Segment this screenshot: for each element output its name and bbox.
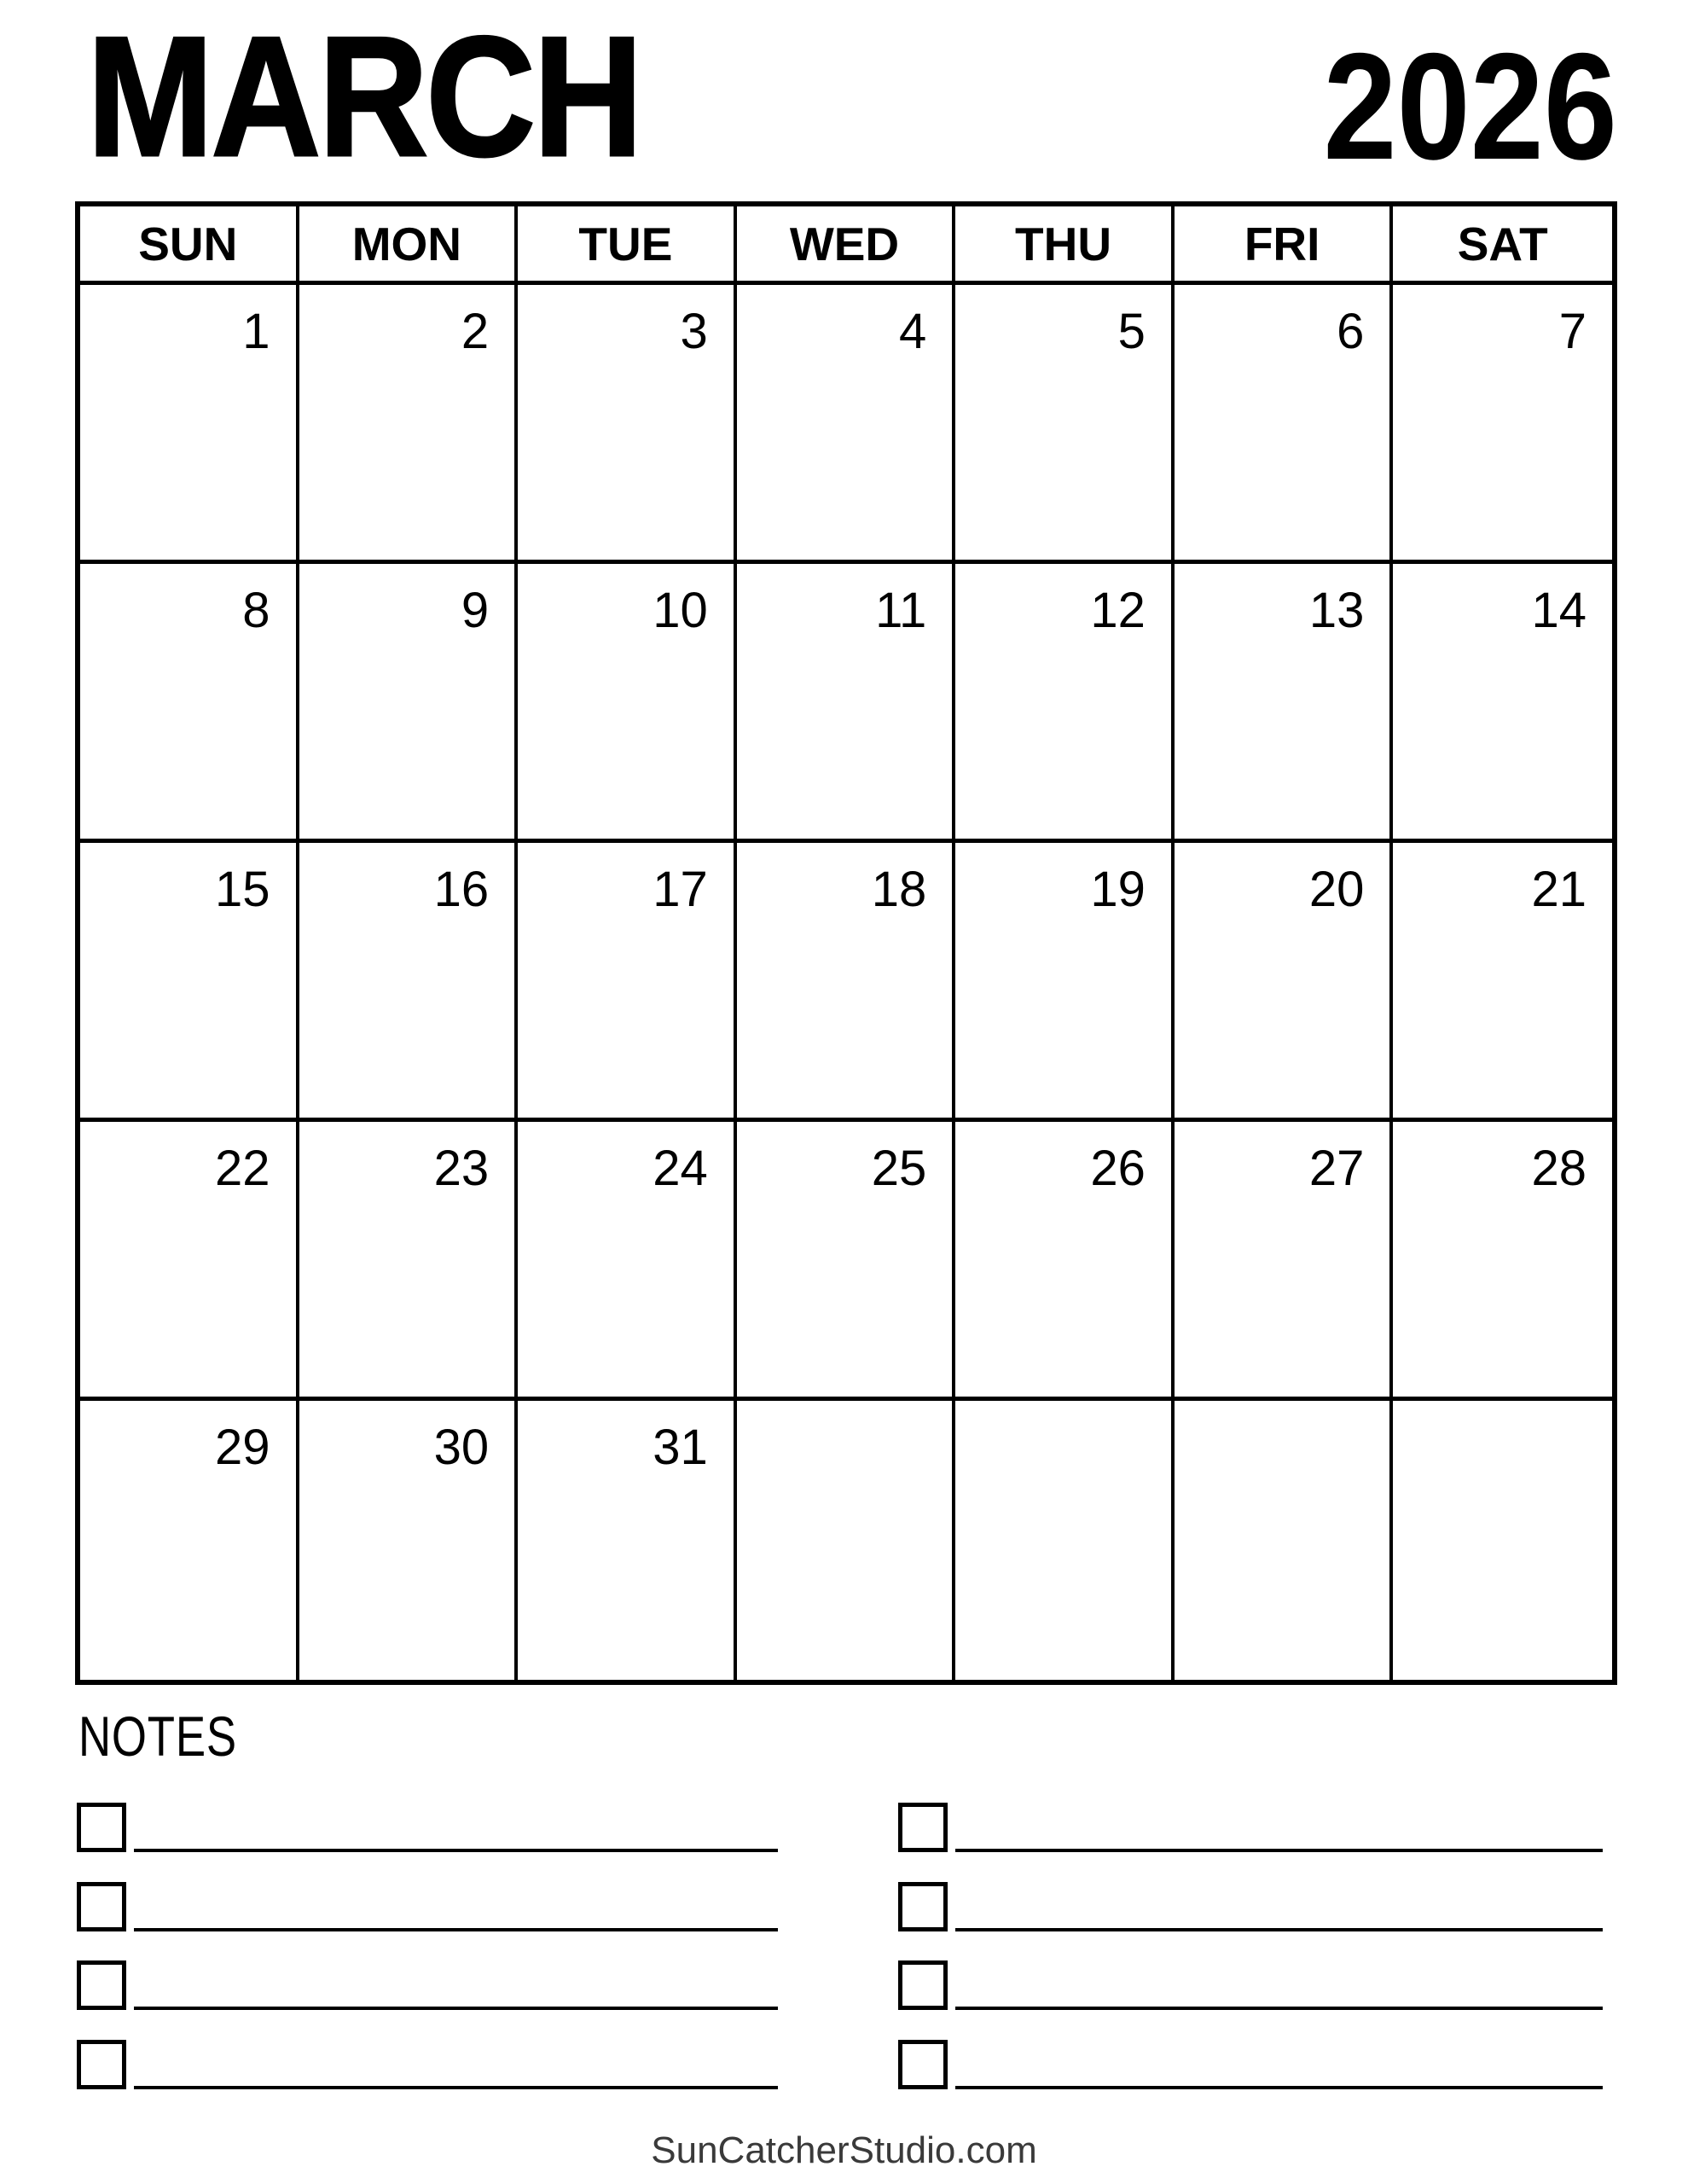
date-cell-19: 19 [955, 843, 1175, 1122]
date-cell-16: 16 [299, 843, 519, 1122]
day-header-mon: MON [299, 206, 519, 285]
note-checkbox [898, 1960, 948, 2010]
date-cell-27: 27 [1175, 1122, 1394, 1401]
date-cell-8: 8 [80, 564, 299, 843]
day-header-thu: THU [955, 206, 1175, 285]
year-title: 2026 [1323, 21, 1617, 191]
note-checkbox [77, 1960, 126, 2010]
note-row [77, 2040, 778, 2089]
date-cell-9: 9 [299, 564, 519, 843]
date-cell-21: 21 [1393, 843, 1612, 1122]
date-cell-24: 24 [518, 1122, 737, 1401]
note-row [898, 1803, 1603, 1852]
date-cell-5: 5 [955, 285, 1175, 564]
date-cell-13: 13 [1175, 564, 1394, 843]
notes-column-right [898, 1803, 1603, 2089]
note-line [955, 2086, 1603, 2089]
date-cell-2: 2 [299, 285, 519, 564]
note-line [955, 1849, 1603, 1852]
date-cell-17: 17 [518, 843, 737, 1122]
date-cell-12: 12 [955, 564, 1175, 843]
note-line [134, 2007, 778, 2010]
date-cell-25: 25 [737, 1122, 956, 1401]
date-cell-1: 1 [80, 285, 299, 564]
note-checkbox [77, 1882, 126, 1931]
note-checkbox [898, 2040, 948, 2089]
note-row [898, 1882, 1603, 1931]
note-line [134, 1928, 778, 1931]
date-cell-4: 4 [737, 285, 956, 564]
note-checkbox [898, 1803, 948, 1852]
date-cell-20: 20 [1175, 843, 1394, 1122]
note-row [77, 1960, 778, 2010]
date-cell-15: 15 [80, 843, 299, 1122]
date-cell-empty [955, 1401, 1175, 1680]
calendar-grid [75, 201, 1617, 1685]
date-cell-7: 7 [1393, 285, 1612, 564]
note-checkbox [77, 1803, 126, 1852]
date-cell-10: 10 [518, 564, 737, 843]
day-header-sat: SAT [1393, 206, 1612, 285]
date-cell-11: 11 [737, 564, 956, 843]
date-cell-6: 6 [1175, 285, 1394, 564]
date-cell-empty [737, 1401, 956, 1680]
note-line [134, 2086, 778, 2089]
date-cell-28: 28 [1393, 1122, 1612, 1401]
day-header-sun: SUN [80, 206, 299, 285]
date-cell-empty [1175, 1401, 1394, 1680]
date-cell-31: 31 [518, 1401, 737, 1680]
date-cell-18: 18 [737, 843, 956, 1122]
date-cell-23: 23 [299, 1122, 519, 1401]
note-line [955, 2007, 1603, 2010]
note-row [898, 2040, 1603, 2089]
day-header-tue: TUE [518, 206, 737, 285]
month-title: MARCH [87, 2, 641, 192]
date-cell-3: 3 [518, 285, 737, 564]
date-cell-empty [1393, 1401, 1612, 1680]
date-cell-22: 22 [80, 1122, 299, 1401]
date-cell-30: 30 [299, 1401, 519, 1680]
day-header-fri: FRI [1175, 206, 1394, 285]
date-cell-29: 29 [80, 1401, 299, 1680]
note-checkbox [898, 1882, 948, 1931]
note-checkbox [77, 2040, 126, 2089]
notes-column-left [77, 1803, 778, 2089]
date-cell-26: 26 [955, 1122, 1175, 1401]
note-row [77, 1882, 778, 1931]
note-line [134, 1849, 778, 1852]
date-cell-14: 14 [1393, 564, 1612, 843]
note-row [898, 1960, 1603, 2010]
notes-heading: NOTES [78, 1705, 237, 1768]
footer-credit: SunCatcherStudio.com [651, 2129, 1037, 2171]
note-row [77, 1803, 778, 1852]
note-line [955, 1928, 1603, 1931]
day-header-wed: WED [737, 206, 956, 285]
